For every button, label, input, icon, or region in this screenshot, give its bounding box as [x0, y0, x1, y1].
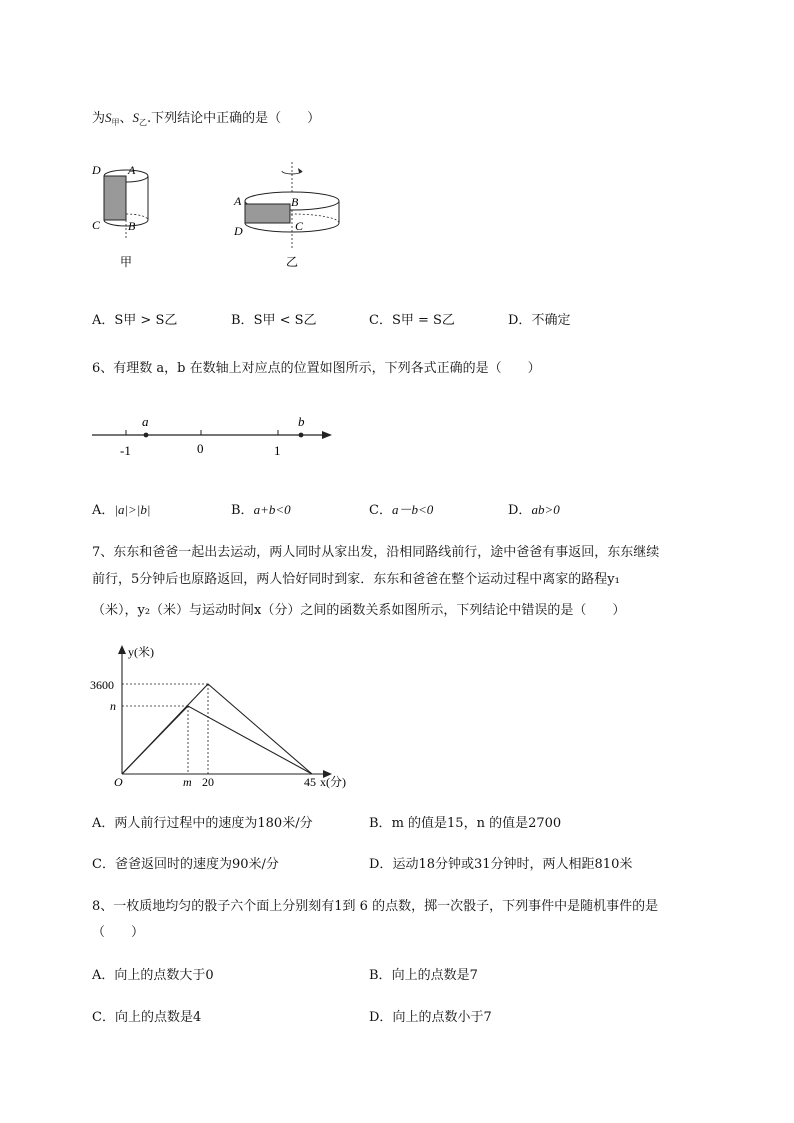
q7-option-a[interactable] [92, 812, 313, 831]
q6-stem: 6、有理数 a，b 在数轴上对应点的位置如图所示，下列各式正确的是（ ） [92, 361, 541, 376]
q5-option-c[interactable] [369, 309, 455, 328]
yi-shaded-rectangle [245, 204, 290, 223]
yi-label-B: B [291, 195, 299, 209]
yi-label-C: C [295, 219, 304, 233]
q8-stem-line1: 8、一枚质地均匀的骰子六个面上分别刻有1到 6 的点数，掷一次骰子，下列事件中是随机事件的是 [92, 899, 659, 914]
option-text: S甲 = S乙 [391, 313, 455, 328]
graph-label-20: 20 [202, 775, 214, 789]
q7-option-b[interactable] [369, 812, 561, 831]
q7-stem-line2: 前行，5分钟后也原路返回，两人恰好同时到家．东东和爸爸在整个运动过程中离家的路程y₁ [92, 572, 620, 587]
option-letter: D． [508, 313, 532, 328]
q7-stem-line1: 7、东东和爸爸一起出去运动，两人同时从家出发，沿相同路线前行，途中爸爸有事返回，东东继续 [92, 545, 660, 560]
s-jia-subscript: 甲 [111, 118, 120, 127]
jia-caption: 甲 [120, 255, 133, 269]
dongdong-path [122, 684, 312, 774]
q5-intro-pre: 为 [92, 111, 106, 126]
option-text: a－b<0 [391, 502, 434, 517]
q6-option-d[interactable] [508, 499, 560, 518]
option-letter: B． [369, 816, 392, 831]
jia-label-A: A [128, 163, 136, 177]
option-letter: C． [369, 503, 392, 518]
option-text: 爸爸返回时的速度为90米/分 [114, 857, 279, 872]
option-letter: A． [92, 816, 115, 831]
option-text: 向上的点数是7 [391, 968, 478, 983]
q7-stem-line3: （米），y₂（米）与运动时间x（分）之间的函数关系如图所示，下列结论中错误的是（ ） [92, 603, 626, 618]
point-a [144, 433, 149, 438]
graph-label-45: 45 [304, 775, 316, 789]
q5-intro-post: .下列结论中正确的是（ ） [147, 111, 321, 126]
point-b-label: b [298, 414, 305, 429]
jia-label-B: B [128, 219, 136, 233]
option-text: 不确定 [531, 313, 571, 328]
option-letter: B． [231, 313, 254, 328]
number-line-arrowhead [322, 431, 332, 439]
yi-caption: 乙 [286, 255, 299, 269]
q5-intro [92, 107, 320, 128]
graph-label-m: m [183, 775, 192, 789]
jia-label-D: D [92, 163, 101, 177]
q6-option-c[interactable] [369, 499, 433, 518]
option-text: 向上的点数大于0 [114, 968, 214, 983]
q8-option-a[interactable] [92, 964, 214, 983]
option-letter: A． [92, 313, 115, 328]
option-letter: B． [369, 968, 392, 983]
option-letter: D． [369, 1010, 393, 1025]
q5-option-b[interactable] [231, 309, 317, 328]
option-letter: A． [92, 503, 115, 518]
yi-label-A: A [234, 194, 242, 208]
option-text: 运动18分钟或31分钟时，两人相距810米 [392, 857, 633, 872]
q8-option-b[interactable] [369, 964, 478, 983]
option-text: ab>0 [531, 502, 560, 517]
jia-label-C: C [92, 218, 101, 232]
s-yi-symbol: S [132, 110, 140, 125]
option-text: m 的值是15，n 的值是2700 [391, 816, 562, 831]
option-text: S甲 > S乙 [114, 313, 178, 328]
cylinder-yi-figure [228, 158, 348, 273]
option-letter: C． [369, 313, 392, 328]
q8-option-d[interactable] [369, 1006, 492, 1025]
option-text: |a|>|b| [114, 502, 151, 517]
option-letter: C． [92, 1010, 115, 1025]
graph-label-n: n [110, 699, 116, 713]
number-line-figure [88, 410, 338, 460]
option-letter: A． [92, 968, 115, 983]
s-jia-symbol: S [105, 110, 112, 125]
jia-shaded-rectangle [104, 176, 126, 220]
q8-option-c[interactable] [92, 1006, 201, 1025]
graph-y-arrowhead [118, 645, 126, 654]
option-letter: D． [508, 503, 532, 518]
yi-label-D: D [234, 224, 243, 238]
cylinder-jia-figure [88, 158, 168, 273]
graph-x-label: x(分) [320, 775, 346, 789]
option-text: a+b<0 [253, 502, 291, 517]
option-letter: B． [231, 503, 254, 518]
q8-stem-line2: （ ） [92, 925, 145, 940]
option-letter: C． [92, 857, 115, 872]
tick-0-label: 0 [197, 441, 204, 456]
option-letter: D． [369, 857, 393, 872]
option-text: 向上的点数小于7 [392, 1010, 492, 1025]
father-path [122, 706, 312, 774]
tick-1-label: 1 [274, 443, 281, 458]
q5-intro-sep: 、 [119, 111, 133, 126]
distance-time-graph [88, 640, 368, 790]
option-text: S甲 < S乙 [253, 313, 317, 328]
point-b [299, 433, 304, 438]
s-yi-subscript: 乙 [139, 118, 148, 127]
q5-option-a[interactable] [92, 309, 177, 328]
graph-origin: O [114, 775, 123, 789]
graph-label-3600: 3600 [90, 678, 114, 692]
q6-option-b[interactable] [231, 499, 291, 518]
option-text: 两人前行过程中的速度为180米/分 [114, 816, 313, 831]
graph-y-label: y(米) [128, 645, 154, 659]
q5-option-d[interactable] [508, 309, 570, 328]
tick-neg1-label: -1 [120, 443, 131, 458]
point-a-label: a [142, 414, 149, 429]
option-text: 向上的点数是4 [114, 1010, 202, 1025]
q7-option-d[interactable] [369, 853, 632, 872]
q7-option-c[interactable] [92, 853, 279, 872]
q6-option-a[interactable] [92, 499, 150, 518]
